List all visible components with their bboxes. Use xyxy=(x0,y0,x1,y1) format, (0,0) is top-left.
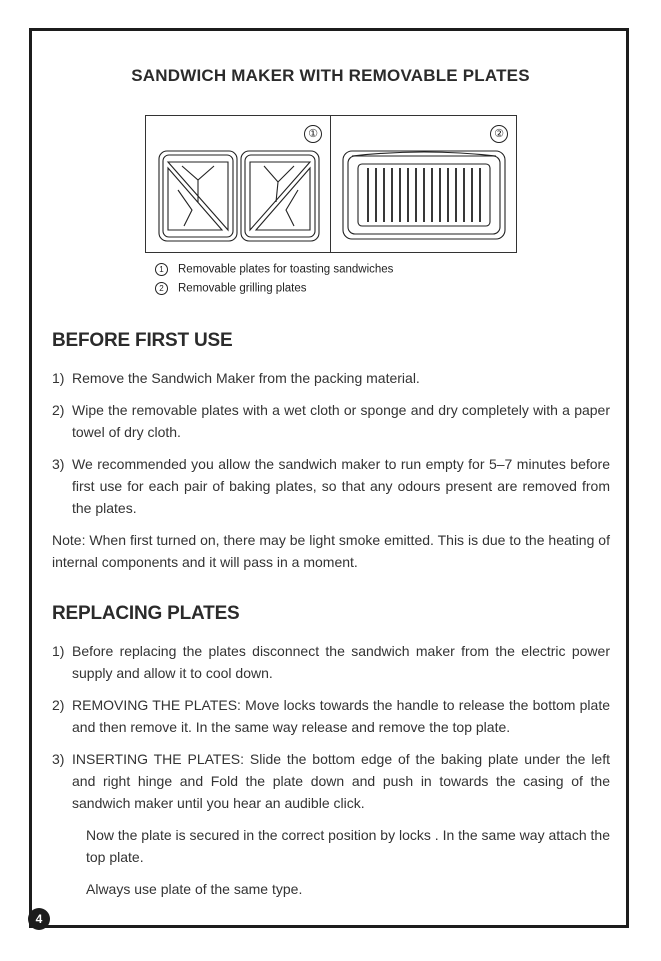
list-text: Wipe the removable plates with a wet cloth or sponge and dry completely with a paper towel of dry cloth. xyxy=(72,402,610,440)
list-text: Before replacing the plates disconnect the sandwich maker from the electric power supply and allow it to cool down. xyxy=(72,643,610,681)
toasting-plates-illustration xyxy=(158,150,320,246)
list-number: 3) xyxy=(52,751,65,767)
page-number: 4 xyxy=(28,908,50,930)
list-number: 3) xyxy=(52,456,65,472)
list-number: 1) xyxy=(52,370,65,386)
sub-paragraph: Always use plate of the same type. xyxy=(86,881,303,897)
list-item xyxy=(52,367,610,389)
legend-item-1 xyxy=(155,263,393,276)
figure-badge-1: ① xyxy=(304,125,322,143)
grilling-plate-illustration xyxy=(342,150,506,246)
list-item xyxy=(52,640,610,684)
legend-marker-1: 1 xyxy=(155,263,168,276)
list-item xyxy=(52,748,610,814)
list-item xyxy=(52,694,610,738)
legend-marker-2: 2 xyxy=(155,282,168,295)
list-number: 1) xyxy=(52,643,65,659)
list-item xyxy=(52,453,610,519)
sub-paragraph: Now the plate is secured in the correct position by locks . In the same way attach the top plate. xyxy=(86,827,610,865)
list-number: 2) xyxy=(52,697,65,713)
legend-text-2: Removable grilling plates xyxy=(178,282,307,295)
figure-divider xyxy=(330,116,331,252)
legend-item-2 xyxy=(155,282,306,295)
list-item xyxy=(52,399,610,443)
page-title: SANDWICH MAKER WITH REMOVABLE PLATES xyxy=(131,66,530,85)
section-heading-before-first-use: BEFORE FIRST USE xyxy=(52,330,233,351)
figure-badge-2: ② xyxy=(490,125,508,143)
section-heading-replacing-plates: REPLACING PLATES xyxy=(52,603,240,624)
note-paragraph: Note: When first turned on, there may be light smoke emitted. This is due to the heating of internal components and it will pass in a moment. xyxy=(52,532,610,570)
list-text: REMOVING THE PLATES: Move locks towards the handle to release the bottom plate and then remove it. In the same way release and remove the top plate. xyxy=(72,697,610,735)
legend-text-1: Removable plates for toasting sandwiches xyxy=(178,263,394,276)
list-number: 2) xyxy=(52,402,65,418)
plates-figure xyxy=(145,115,517,253)
list-text: We recommended you allow the sandwich maker to run empty for 5–7 minutes before first use for each pair of baking plates, so that any odours present are removed from the plates. xyxy=(72,456,610,516)
list-text: Remove the Sandwich Maker from the packing material. xyxy=(72,370,420,386)
list-text: INSERTING THE PLATES: Slide the bottom edge of the baking plate under the left and right hinge and Fold the plate down and push in towards the casing of the sandwich maker until you hear an audible click. xyxy=(72,751,610,811)
